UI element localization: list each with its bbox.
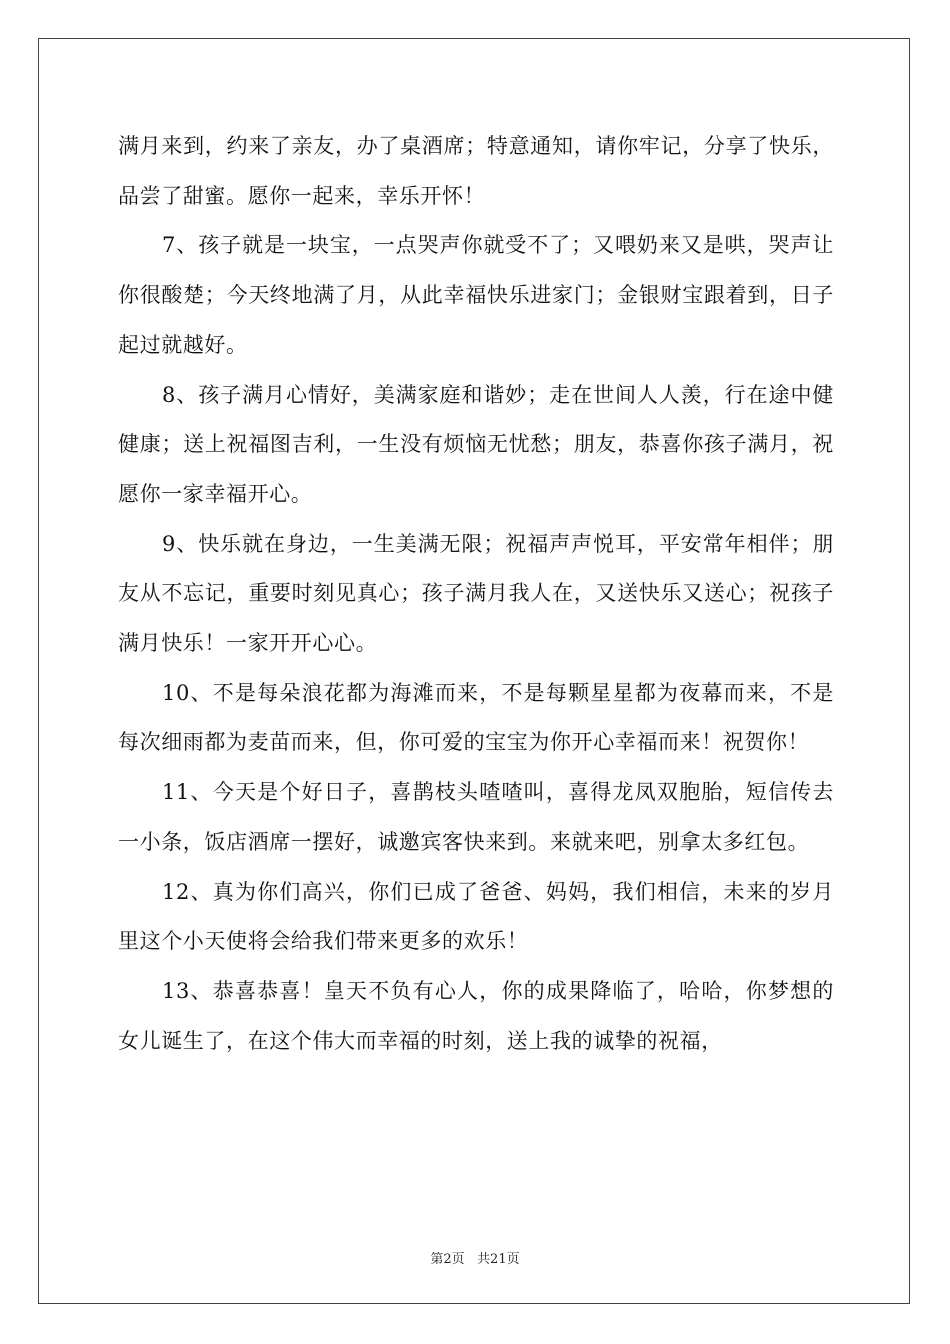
paragraph-item-12: 12、真为你们高兴，你们已成了爸爸、妈妈，我们相信，未来的岁月里这个小天使将会给我们带来更多的欢乐！: [118, 879, 834, 954]
document-body: [118, 122, 834, 1066]
paragraph-continuation: 满月来到，约来了亲友，办了桌酒席；特意通知，请你牢记，分享了快乐，品尝了甜蜜。愿你一起来，幸乐开怀！: [118, 134, 834, 208]
paragraph-item-11: 11、今天是个好日子，喜鹊枝头喳喳叫，喜得龙凤双胞胎，短信传去一小条，饭店酒席一摆好，诚邀宾客快来到。来就来吧，别拿太多红包。: [118, 780, 834, 854]
page-number-footer: 第2页 共21页: [430, 1252, 520, 1267]
paragraph-item-13: 13、恭喜恭喜！皇天不负有心人，你的成果降临了，哈哈，你梦想的女儿诞生了，在这个伟大而幸福的时刻，送上我的诚挚的祝福，: [118, 978, 834, 1053]
paragraph-item-7: 7、孩子就是一块宝，一点哭声你就受不了；又喂奶来又是哄，哭声让你很酸楚；今天终地满了月，从此幸福快乐进家门；金银财宝跟着到，日子起过就越好。: [118, 233, 834, 357]
paragraph-item-8: 8、孩子满月心情好，美满家庭和谐妙；走在世间人人羡，行在途中健健康；送上祝福图吉利，一生没有烦恼无忧愁；朋友，恭喜你孩子满月，祝愿你一家幸福开心。: [118, 382, 834, 506]
paragraph-item-10: 10、不是每朵浪花都为海滩而来，不是每颗星星都为夜幕而来，不是每次细雨都为麦苗而来，但，你可爱的宝宝为你开心幸福而来！祝贺你！: [118, 680, 834, 755]
paragraph-item-9: 9、快乐就在身边，一生美满无限；祝福声声悦耳，平安常年相伴；朋友从不忘记，重要时刻见真心；孩子满月我人在，又送快乐又送心；祝孩子满月快乐！一家开开心心。: [118, 531, 834, 656]
